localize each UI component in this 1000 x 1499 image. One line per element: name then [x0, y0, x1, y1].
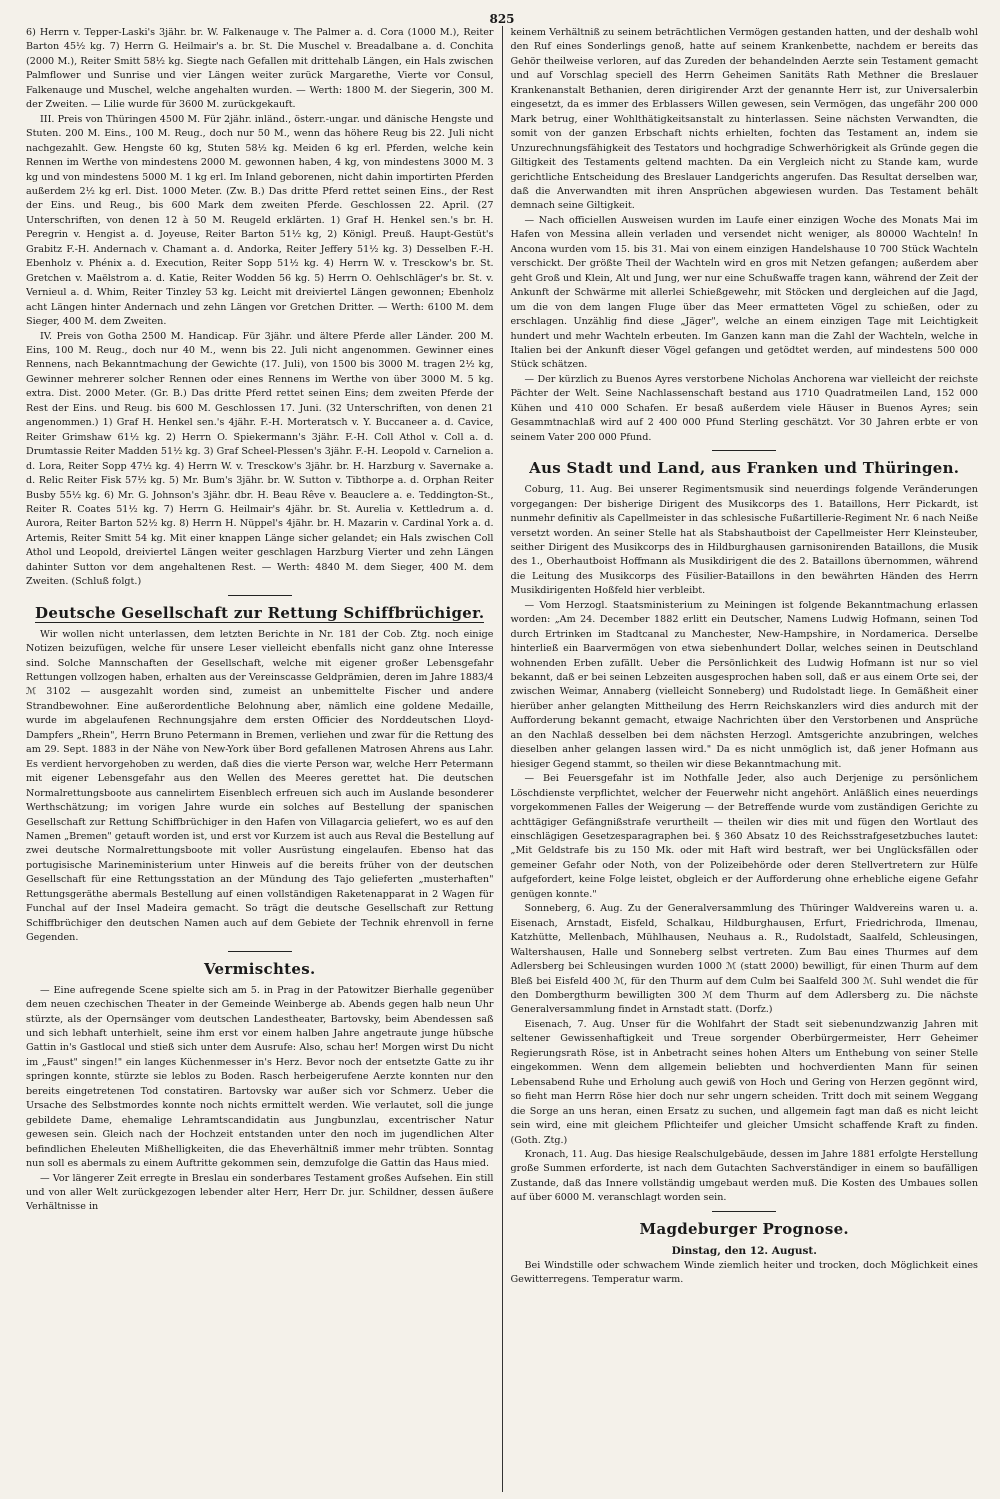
article-anchorena: — Der kürzlich zu Buenos Ayres verstorbene Nicholas Anchorena war vielleicht der reichste Pächter der Welt. Seine Nachlassenschaft bestand aus 1710 Quadratmeilen Land, 152 000 Kühen und 410 000 Schafen. Er besaß außerdem viele Häuser in Buenos Ayres; sein Gesammtnachlaß wird auf 2 400 000 Pfund Sterling geschätzt. Vor 30 Jahren erbte er von seinem Vater 200 000 Pfund. [510, 373, 978, 443]
race-report-preis-gotha: IV. Preis von Gotha 2500 M. Handicap. Für 3jähr. und ältere Pferde aller Länder. 200 M. Eins, 100 M. Reug., doch nur 40 M., wenn bis 22. Juli nicht angenommen. Gewinner eines Rennens, nach Bekanntmachung der Gewichte (17. Juli), von 1500 bis 3000 M. tragen 2½ kg, Gewinner mehrerer solcher Rennen oder eines Rennens im Werthe von über 3000 M. 5 kg. extra. Dist. 2000 Meter. (Gr. B.) Das dritte Pferd rettet seinen Eins; dem zweiten Pferde der Rest der Eins. und Reug. bis 600 M. Geschlossen 17. Juni. (32 Unterschriften, von denen 21 angenommen.) 1) Graf H. Henkel sen.'s 4jähr. F.-H. Morteratsch v. Y. Buccaneer a. d. Cavice, Reiter Grimshaw 61½ kg. 2) Herrn O. Spiekermann's 3jähr. F.-H. Coll Athol v. Coll a. d. Drumtassie Reiter Madden 51½ kg. 3) Graf Scheel-Plessen's 3jähr. F.-H. Leopold v. Carnelion a. d. Lora, Reiter Sopp 47½ kg. 4) Herrn W. v. Tresckow's 3jähr. br. H. Harzburg v. Savernake a. d. Relic Reiter Fisk 57½ kg. 5) Mr. Bum's 3jähr. br. W. Sutton v. Tibthorpe a. d. Orphan Reiter Busby 55½ kg. 6) Mr. G. Johnson's 3jähr. dbr. H. Beau Rêve v. Beauclere a. e. Teddington-St., Reiter R. Coates 51½ kg. 7) Herrn G. Heilmair's 4jähr. br. St. Aurelia v. Kettledrum a. d. Aurora, Reiter Barton 52½ kg. 8) Herrn H. Nüppel's 4jähr. br. H. Mazarin v. Cardinal York a. d. Artemis, Reiter Smitt 54 kg. Mit einer knappen Länge sicher gelandet; ein Hals zwischen Coll Athol und Leopold, dreiviertel Längen weiter geschlagen Harzburg Vierter und zehn Längen dahinter Sutton vor dem angehaltenen Rest. — Werth: 4840 M. dem Sieger, 400 M. dem Zweiten. (Schluß folgt.) [26, 330, 494, 588]
section-divider [228, 951, 292, 952]
article-rescue-society: Wir wollen nicht unterlassen, dem letzten Berichte in Nr. 181 der Cob. Ztg. noch einige Notizen beizufügen, welche für unsere Leser vielleicht ebenfalls nicht ganz ohne Interesse sind. Solche Mannschaften der Gesellschaft, welche mit eigener großer Lebensgefahr Rettungen vollzogen haben, erhalten aus der Vereinscasse Geldprämien, deren im Jahre 1883/4 ℳ 3102 — ausgezahlt worden sind, zumeist an unbemittelte Fischer und andere Strandbewohner. Eine außerordentliche Belohnung aber, nämlich eine goldene Medaille, wurde im abgelaufenen Rechnungsjahre dem ersten Officier des Norddeutschen Lloyd-Dampfers „Rhein", Herrn Bruno Petermann in Bremen, verliehen und zwar für die Rettung des am 29. Sept. 1883 in der Nähe von New-York über Bord gefallenen Matrosen Ahrens aus Lahr. Es verdient hervorgehoben zu werden, daß dies die vierte Person war, welche Herr Petermann mit eigener Lebensgefahr aus den Wellen des Meeres gerettet hat. Die deutschen Normalrettungsboote aus cannelirtem Eisenblech erfreuen sich auch im Auslande besonderer Werthschätzung; im vorigen Jahre wurde ein solches auf Bestellung der spanischen Gesellschaft zur Rettung Schiffbrüchiger in den Hafen von Villagarcia geliefert, wo es auf den Namen „Bremen" getauft worden ist, und erst vor Kurzem ist auch aus Reval die Bestellung auf zwei deutsche Normalrettungsboote mit voller Ausrüstung eingelaufen. Ebenso hat das portugisische Marineministerium unter Hinweis auf die bereits früher von der deutschen Gesellschaft für eine Rettungsstation an der Mündung des Tajo gelieferten „musterhaften" Rettungsgeräthe abermals Bestellung auf einen vollständigen Raketenapparat in 2 Wagen für Funchal auf der Insel Madeira gemacht. So trägt die deutsche Gesellschaft zur Rettung Schiffbrüchiger den deutschen Namen auch auf dem Gebiete der Technik ehrenvoll in ferne Gegenden. [26, 628, 494, 944]
weather-date: Dinstag, den 12. August. [671, 1244, 817, 1257]
race-report-preis-thueringen: III. Preis von Thüringen 4500 M. Für 2jähr. inländ., österr.-ungar. und dänische Hengste und Stuten. 200 M. Eins., 100 M. Reug., doch nur 50 M., wenn das höhere Reug bis 22. Juli nicht nachgezahlt. Gew. Hengste 60 kg, Stuten 58½ kg. Meiden 6 kg erl. Pferden, welche kein Rennen im Werthe von mindestens 2000 M. gewonnen haben, 4 kg, von mindestens 3000 M. 3 kg und von mindestens 5000 M. 1 kg erl. Im Inland geborenen, nicht dahin importirten Pferden außerdem 2½ kg erl. Dist. 1000 Meter. (Zw. B.) Das dritte Pferd rettet seinen Eins., der Rest der Eins. und Reug., bis 600 Mark dem zweiten Pferde. Geschlossen 22. April. (27 Unterschriften, von denen 12 à 50 M. Reugeld erklärten. 1) Graf H. Henkel sen.'s br. H. Peregrin v. Hengist a. d. Joyeuse, Reiter Barton 51½ kg, 2) Königl. Preuß. Haupt-Gestüt's Grabitz F.-H. Andernach v. Chamant a. d. Andorka, Reiter Jeffery 51½ kg. 3) Desselben F.-H. Ebenholz v. Phénix a. d. Execution, Reiter Sopp 51½ kg. 4) Herrn W. v. Tresckow's br. St. Gretchen v. Maëlstrom a. d. Katie, Reiter Wodden 56 kg. 5) Herrn O. Oehlschläger's br. St. v. Vernieul a. d. Whim, Reiter Tinzley 53 kg. Leicht mit dreiviertel Längen gewonnen; Ebenholz acht Längen hinter Andernach und zehn Längen vor Gretchen Dritter. — Werth: 6100 M. dem Sieger, 400 M. dem Zweiten. [26, 113, 494, 328]
article-eisenach: Eisenach, 7. Aug. Unser für die Wohlfahrt der Stadt seit siebenundzwanzig Jahren mit seltener Gewissenhaftigkeit und Treue sorgender Oberbürgermeister, Herr Geheimer Regierungsrath Röse, ist in Anbetracht seines hohen Alters um Enthebung von seiner Stelle eingekommen. Wenn dem allgemein beliebten und hochverdienten Mann für seinen Lebensabend Ruhe und Erholung auch gewiß von Hoch und Gering von Herzen gegönnt wird, so fieht man Herrn Röse hier doch nur sehr ungern scheiden. Tritt doch mit seinem Weggang die Sorge an uns heran, einen Ersatz zu suchen, und allgemein fagt man daß es nicht leicht sein wird, eine mit gleichem Pflichteifer und gleicher Umsicht schaffende Kraft zu finden. (Goth. Ztg.) [510, 1018, 978, 1146]
section-divider [712, 450, 776, 451]
article-kronach: Kronach, 11. Aug. Das hiesige Realschulgebäude, dessen im Jahre 1881 erfolgte Herstellung große Summen erforderte, ist nach dem Gutachten Sachverständiger in einem so baufälligen Zustande, daß das Innere vollständig umgebaut werden muß. Die Kosten des Umbaues sollen auf über 6000 M. veranschlagt worden sein. [510, 1148, 978, 1204]
section-heading-rescue: Deutsche Gesellschaft zur Rettung Schiffbrüchiger. [35, 603, 485, 622]
weather-forecast: Bei Windstille oder schwachem Winde ziemlich heiter und trocken, doch Möglichkeit eines Gewitterregens. Temperatur warm. [510, 1259, 978, 1286]
columns [26, 26, 978, 1492]
article-quails: — Nach officiellen Ausweisen wurden im Laufe einer einzigen Woche des Monats Mai im Hafen von Messina allein verladen und versendet nicht weniger, als 80000 Wachteln! In Ancona wurden vom 15. bis 31. Mai von einem einzigen Handelshause 10 700 Stück Wachteln verschickt. Der größte Theil der Wachteln wird en gros mit Netzen gefangen; außerdem aber geht Groß und Klein, Alt und Jung, wer nur eine Schußwaffe tragen kann, während der Zeit der Ankunft der Schwärme mit allerlei Schießgewehr, mit Stöcken und dergleichen auf die Jagd, um die von dem langen Fluge über das Meer ermatteten Vögel zu schießen, oder zu erschlagen. Unzählig find diese „Jäger", welche an einem einzigen Tage mit Leichtigkeit hundert und mehr Wachteln erbeuten. Im Ganzen kann man die Zahl der Wachteln, welche in Italien bei der Ankunft dieser Vögel gefangen und getödtet werden, auf mindestens 500 000 Stück schätzen. [510, 214, 978, 371]
article-sonneberg: Sonneberg, 6. Aug. Zu der Generalversammlung des Thüringer Waldvereins waren u. a. Eisenach, Arnstadt, Eisfeld, Schalkau, Hildburghausen, Erfurt, Friedrichroda, Ilmenau, Katzhütte, Mellenbach, Mühlhausen, Neuhaus a. R., Rudolstadt, Saalfeld, Schleusingen, Waltershausen, Halle und Sonneberg selbst vertreten. Zum Bau eines Thurmes auf dem Adlersberg bei Schleusingen wurden 1000 ℳ (statt 2000) bewilligt, für einen Thurm auf dem Bleß bei Eisfeld 400 ℳ, für den Thurm auf dem Culm bei Saalfeld 300 ℳ. Suhl wendet die für den Dombergthurm bewilligten 300 ℳ dem Thurm auf dem Adlersberg zu. Die nächste Generalversammlung findet in Arnstadt statt. (Dorfz.) [510, 903, 978, 1016]
section-heading-misc: Vermischtes. [203, 959, 316, 978]
section-divider [712, 1211, 776, 1212]
article-coburg: Coburg, 11. Aug. Bei unserer Regimentsmusik sind neuerdings folgende Veränderungen vorgegangen: Der bisherige Dirigent des Musikcorps des 1. Bataillons, Herr Pickardt, ist nunmehr definitiv als Capellmeister in das schlesische Fußartillerie-Regiment Nr. 6 nach Neiße versetzt worden. An seiner Stelle hat als Stabshautboist der Capellmeister Herr Kleinsteuber, seither Dirigent des Musikcorps des in Hildburghausen garnisonirenden Bataillons, die Musik des 1., Oberhautboist Hoffmann als Musikdirigent die des 2. Bataillons übernommen, während die Leitung des Musikcorps des Füsilier-Bataillons in den bewährten Händen des Herrn Musikdirigenten Hoßfeld hier verbleibt. [510, 484, 978, 597]
article-misc-breslau: — Vor längerer Zeit erregte in Breslau ein sonderbares Testament großes Aufsehen. Ein still und von aller Welt zurückgezogen lebender alter Herr, Herr Dr. jur. Schildner, dessen äußere Verhältnisse in [26, 1172, 494, 1213]
section-divider [228, 595, 292, 596]
page-number: 825 [489, 12, 515, 26]
article-meiningen: — Vom Herzogl. Staatsministerium zu Meiningen ist folgende Bekanntmachung erlassen worden: „Am 24. December 1882 erlitt ein Deutscher, Namens Ludwig Hofmann, seinen Tod durch Ertrinken im Stadtcanal zu Manchester, New-Hampshire, in Nordamerica. Derselbe hinterließ ein Baarvermögen von etwa siebenhundert Dollar, welches seinen in Deutschland wohnenden Erben zufällt. Ueber die Persönlichkeit des Ludwig Hofmann ist nur so viel bekannt, daß er bei seinen Lebzeiten ausgesprochen haben soll, daß er aus einem Orte sei, der zwischen Weimar, Annaberg (vielleicht Sonneberg) und Rudolstadt liege. In Gemäßheit einer hierüber anher gelangten Mittheilung des Herrn Reichskanzlers wird dies andurch mit der Aufforderung bekannt gemacht, etwaige Nachrichten über den Verstorbenen und Ansprüche an den Nachlaß desselben bei dem nächsten Herzogl. Amtsgerichte anzubringen, welches dieselben anher gelangen lassen wird." Da es nicht unmöglich ist, daß jener Hofmann aus hiesiger Gegend stammt, so theilen wir diese Bekanntmachung mit. [510, 599, 978, 770]
race-report-continued: 6) Herrn v. Tepper-Laski's 3jähr. br. W. Falkenauge v. The Palmer a. d. Cora (1000 M.), Reiter Barton 45½ kg. 7) Herrn G. Heilmair's a. br. St. Die Muschel v. Breadalbane a. d. Conchita (2000 M.), Reiter Smitt 58½ kg. Siegte nach Gefallen mit drittehalb Längen, ein Hals zwischen Palmflower und Sunrise und vier Längen weiter zurück Margarethe, Vierte vor Consul, Falkenauge und Muschel, welche angehalten wurden. — Werth: 1800 M. der Siegerin, 300 M. der Zweiten. — Lilie wurde für 3600 M. zurückgekauft. [26, 27, 494, 111]
section-heading-weather: Magdeburger Prognose. [639, 1219, 849, 1238]
article-fire-duty: — Bei Feuersgefahr ist im Nothfalle Jeder, also auch Derjenige zu persönlichem Löschdienste verpflichtet, welcher der Feuerwehr nicht angehört. Anläßlich eines neuerdings vorgekommenen Falles der Weigerung — der Betreffende wurde vom zuständigen Gerichte zu achttägiger Gefängnißstrafe verurtheilt — theilen wir dies mit und fügen den Wortlaut des einschlägigen Gesetzesparagraphen bei. § 360 Absatz 10 des Reichsstrafgesetzbuches lautet: „Mit Geldstrafe bis zu 150 Mk. oder mit Haft wird bestraft, wer bei Unglücksfällen oder gemeiner Gefahr oder Noth, von der Polizeibehörde oder deren Stellvertretern zur Hülfe aufgefordert, keine Folge leistet, obgleich er der Aufforderung ohne erhebliche eigene Gefahr genügen konnte." [510, 773, 978, 900]
section-heading-local: Aus Stadt und Land, aus Franken und Thüringen. [529, 459, 960, 478]
article-breslau-continued: keinem Verhältniß zu seinem beträchtlichen Vermögen gestanden hatten, und der deshalb wohl den Ruf eines Sonderlings genoß, hatte auf seinem Krankenbette, nachdem er bereits das Gehör theilweise verloren, auf das Zureden der behandelnden Aerzte sein Testament gemacht und auf Vorschlag speciell des Herrn Geheimen Sanitäts Rath Methner die Breslauer Krankenanstalt Bethanien, deren dirigirender Arzt der genannte Herr ist, zur Universalerbin eingesetzt, da es immer des Erblassers Willen gewesen, sein Vermögen, das ungefähr 200 000 Mark betrug, einer Wohlthätigkeitsanstalt zu hinterlassen. Seine nächsten Verwandten, die somit von der ganzen Erbschaft nichts erhielten, fochten das Testament an, indem sie Unzurechnungsfähigkeit des Testators und hochgradige Schwerhörigkeit als Gründe gegen die Giltigkeit des Testaments geltend machten. Da ein Vergleich nicht zu Stande kam, wurde gerichtliche Entscheidung des Breslauer Landgerichts angerufen. Das Resultat derselben war, daß die Anverwandten mit ihren Ansprüchen abgewiesen wurden. Das Testament behält demnach seine Giltigkeit. [510, 27, 978, 212]
right-column [502, 26, 979, 1492]
article-misc-prague: — Eine aufregende Scene spielte sich am 5. in Prag in der Patowitzer Bierhalle gegenüber dem neuen czechischen Theater in der Gemeinde Weinberge ab. Abends gegen halb neun Uhr stürzte, als der Opernsänger vom deutschen Landestheater, Bartovsky, beim Abendessen saß und sich lebhaft unterhielt, seine ihm erst vor einem halben Jahre angetraute junge hübsche Gattin in's Gastlocal und stieß sich unter dem Ausrufe: Also, schau her! Morgen wirst Du nicht im „Faust" singen!" ein langes Küchenmesser in's Herz. Bevor noch der entsetzte Gatte zu ihr springen konnte, stürzte sie leblos zu Boden. Rasch herbeigerufene Aerzte konnten nur den bereits eingetretenen Tod constatiren. Bartovsky war außer sich vor Schmerz. Ueber die Ursache des Selbstmordes konnte noch nichts ermittelt werden. Wie verlautet, soll die junge gebildete Dame, ehemalige Lehramtscandidatin aus Jungbunzlau, excentrischer Natur gewesen sein. Gleich nach der Hochzeit entstanden unter den noch im jugendlichen Alter befindlichen Eheleuten Mißhelligkeiten, die das Eheverhältniß immer mehr trübten. Sonntag nun soll es abermals zu einem Auftritte gekommen sein, demzufolge die Gattin das Haus mied. [26, 984, 494, 1170]
left-column [26, 26, 502, 1492]
